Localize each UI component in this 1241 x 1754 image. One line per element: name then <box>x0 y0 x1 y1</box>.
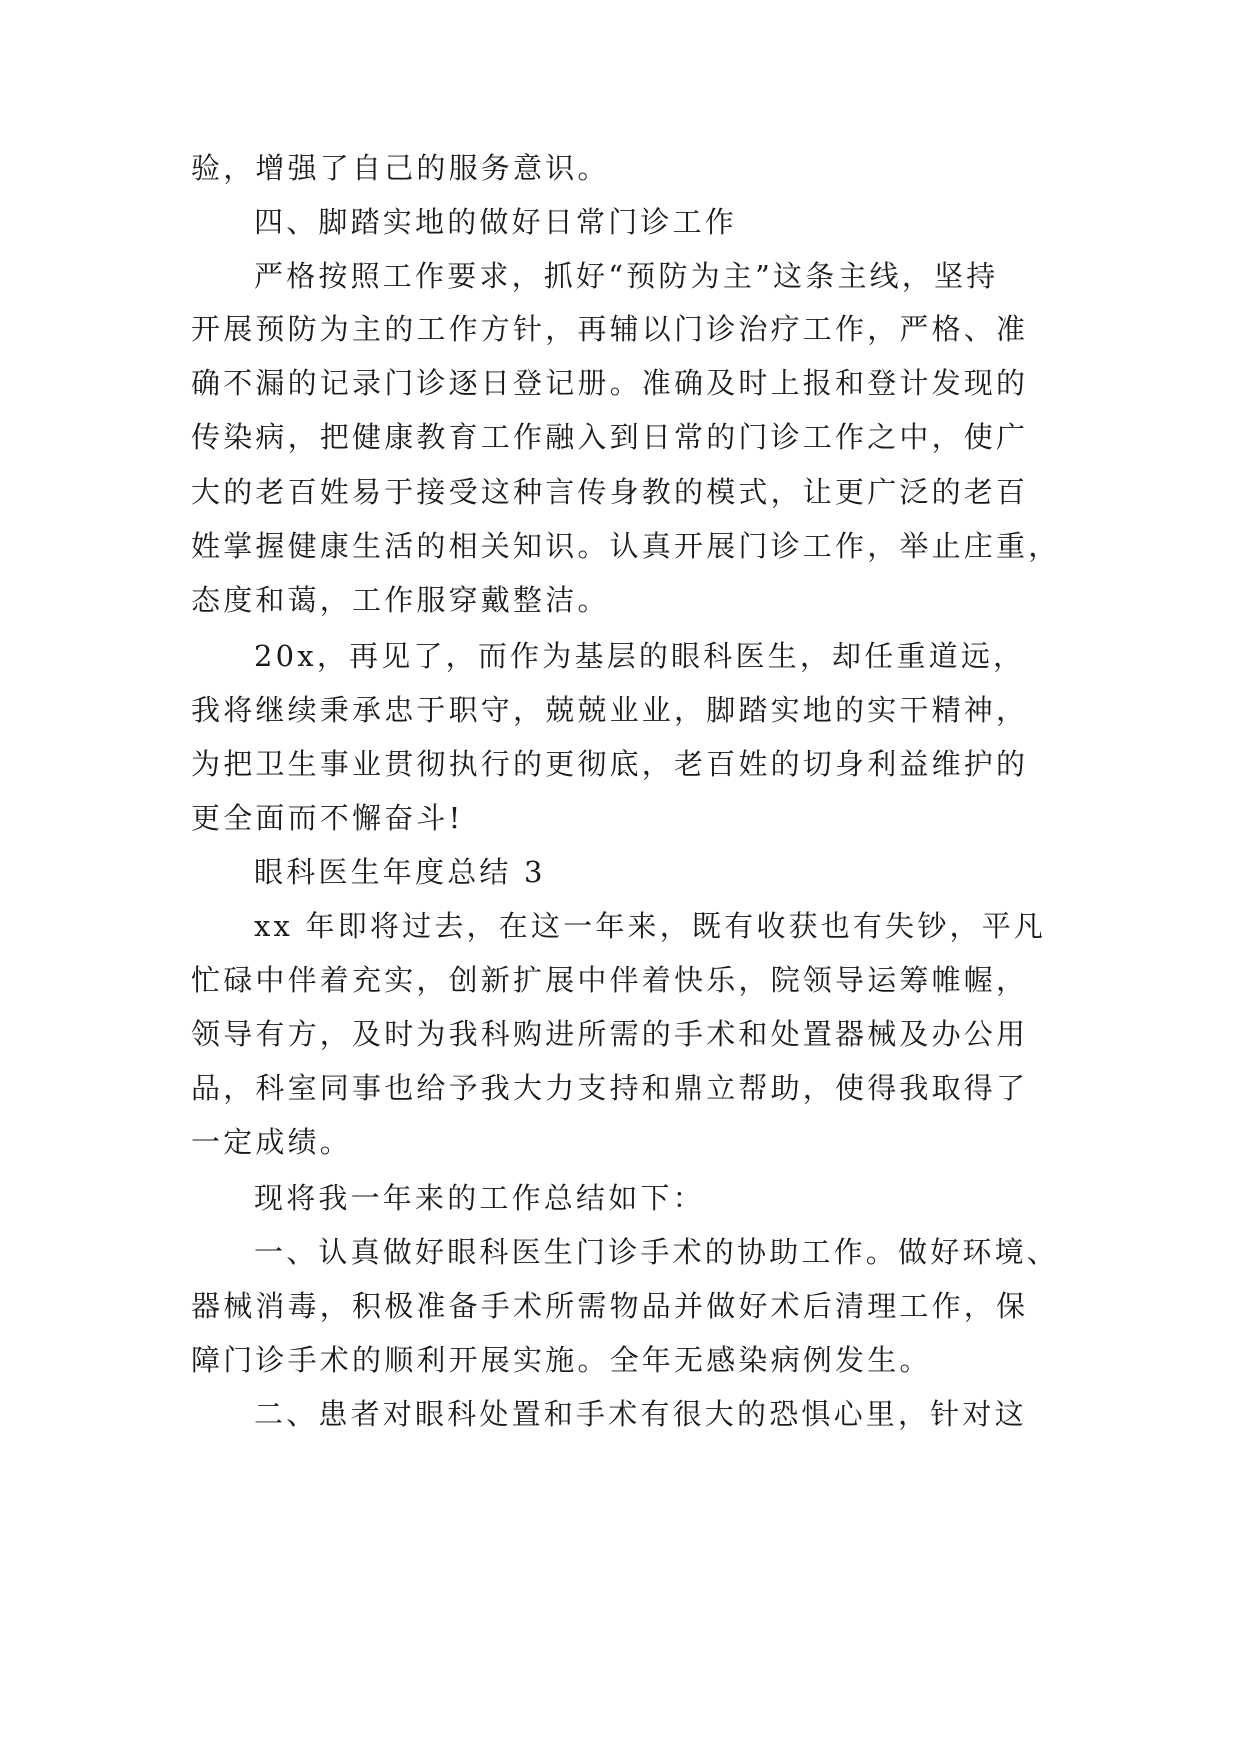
text-line: 我将继续秉承忠于职守，兢兢业业，脚踏实地的实干精神， <box>191 693 1029 727</box>
text-line: 20x，再见了，而作为基层的眼科医生，却任重道远， <box>254 639 1026 673</box>
text-line: 二、患者对眼科处置和手术有很大的恐惧心里，针对这 <box>254 1397 1027 1431</box>
text-line: 开展预防为主的工作方针，再辅以门诊治疗工作，严格、准 <box>191 312 1029 346</box>
text-line: 为把卫生事业贯彻执行的更彻底，老百姓的切身利益维护的 <box>191 747 1029 781</box>
text-line: 一、认真做好眼科医生门诊手术的协助工作。做好环境、 <box>254 1235 1060 1269</box>
text-line: 姓掌握健康生活的相关知识。认真开展门诊工作，举止庄重， <box>191 529 1061 563</box>
text-line: 验，增强了自己的服务意识。 <box>191 151 610 185</box>
text-line: 品，科室同事也给予我大力支持和鼎立帮助，使得我取得了 <box>191 1071 1029 1105</box>
text-line: 领导有方，及时为我科购进所需的手术和处置器械及办公用 <box>191 1017 1029 1051</box>
text-line: xx 年即将过去，在这一年来，既有收获也有失钞，平凡 <box>254 909 1047 943</box>
text-line: 传染病，把健康教育工作融入到日常的门诊工作之中，使广 <box>191 420 1029 454</box>
text-line: 障门诊手术的顺利开展实施。全年无感染病例发生。 <box>191 1343 932 1377</box>
text-line: 现将我一年来的工作总结如下： <box>254 1181 705 1215</box>
text-line: 一定成绩。 <box>191 1125 353 1159</box>
text-line: 确不漏的记录门诊逐日登记册。准确及时上报和登计发现的 <box>191 366 1029 400</box>
section-heading: 四、脚踏实地的做好日常门诊工作 <box>254 205 738 239</box>
text-line: 器械消毒，积极准备手术所需物品并做好术后清理工作，保 <box>191 1289 1029 1323</box>
text-line: 更全面而不懈奋斗! <box>191 801 464 835</box>
text-line: 态度和蔼，工作服穿戴整洁。 <box>191 583 610 617</box>
text-line: 大的老百姓易于接受这种言传身教的模式，让更广泛的老百 <box>191 475 1029 509</box>
text-line: 忙碌中伴着充实，创新扩展中伴着快乐，院领导运筹帷幄， <box>191 963 1029 997</box>
section-title: 眼科医生年度总结 3 <box>254 855 546 889</box>
text-line: 严格按照工作要求，抓好“预防为主”这条主线，坚持 <box>254 259 999 293</box>
